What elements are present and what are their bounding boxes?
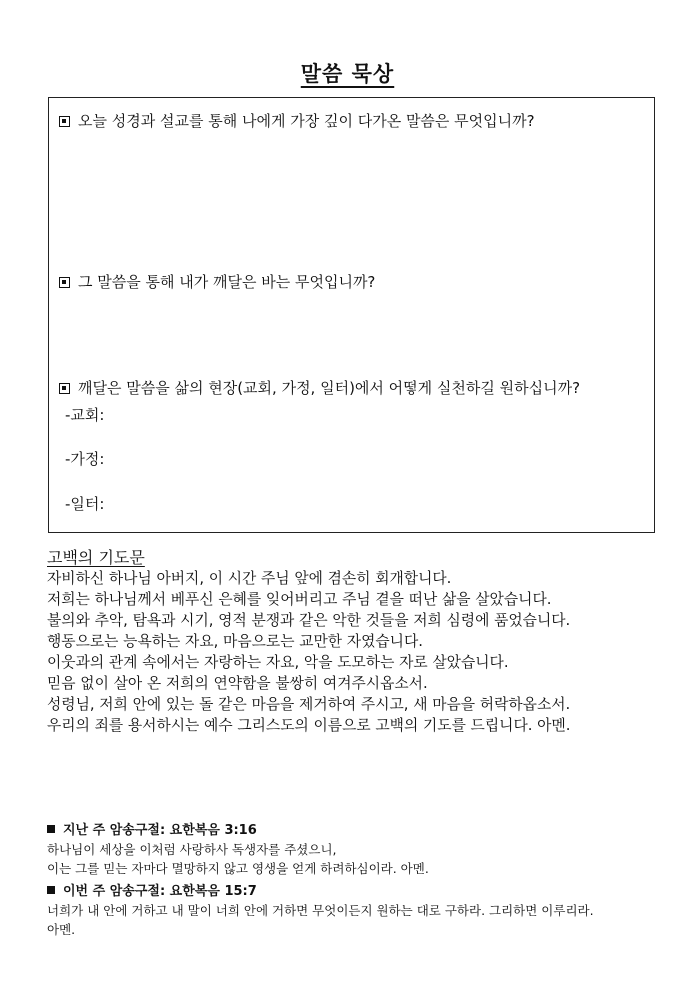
last-week-verse xyxy=(47,821,677,878)
verse-line: 하나님이 세상을 이처럼 사랑하사 독생자를 주셨으니, xyxy=(47,842,337,857)
meditation-box xyxy=(48,97,655,533)
verse-line: 너희가 내 안에 거하고 내 말이 너희 안에 거하면 무엇이든지 원하는 대로 구하라. 그리하면 이루리라. xyxy=(47,903,594,918)
prayer-body xyxy=(47,568,687,736)
page-title: 말씀 묵상 xyxy=(300,62,395,86)
prayer-line: 저희는 하나님께서 베푸신 은혜를 잊어버리고 주님 곁을 떠난 삶을 살았습니다. xyxy=(47,591,552,608)
prayer-line: 불의와 추악, 탐욕과 시기, 영적 분쟁과 같은 악한 것들을 저희 심령에 품었습니다. xyxy=(47,612,571,629)
prayer-line: 성령님, 저희 안에 있는 돌 같은 마음을 제거하여 주시고, 새 마음을 허락하옵소서. xyxy=(47,696,571,713)
square-bullet-icon xyxy=(59,383,70,394)
prayer-line: 행동으로는 능욕하는 자요, 마음으로는 교만한 자였습니다. xyxy=(47,633,423,650)
prayer-line: 우리의 죄를 용서하시는 예수 그리스도의 이름으로 고백의 기도를 드립니다. 아멘. xyxy=(47,717,571,734)
practice-work: -일터: xyxy=(65,495,105,513)
question-2: 그 말씀을 통해 내가 깨달은 바는 무엇입니까? xyxy=(59,271,375,292)
square-bullet-icon xyxy=(59,116,70,127)
square-bullet-icon xyxy=(59,277,70,288)
prayer-title: 고백의 기도문 xyxy=(47,548,145,567)
question-3: 깨달은 말씀을 삶의 현장(교회, 가정, 일터)에서 어떻게 실천하길 원하십니까? xyxy=(59,377,580,398)
prayer-line: 자비하신 하나님 아버지, 이 시간 주님 앞에 겸손히 회개합니다. xyxy=(47,570,452,587)
this-week-verse-heading: 이번 주 암송구절: 요한복음 15:7 xyxy=(47,882,677,901)
prayer-line: 믿음 없이 살아 온 저희의 연약함을 불쌍히 여겨주시옵소서. xyxy=(47,675,428,692)
prayer-line: 이웃과의 관계 속에서는 자랑하는 자요, 악을 도모하는 자로 살았습니다. xyxy=(47,654,509,671)
verse-line: 아멘. xyxy=(47,922,76,937)
this-week-verse xyxy=(47,882,677,939)
practice-home: -가정: xyxy=(65,450,105,468)
verse-line: 이는 그를 믿는 자마다 멸망하지 않고 영생을 얻게 하려하심이라. 아멘. xyxy=(47,861,429,876)
square-bullet-icon xyxy=(47,886,55,894)
last-week-verse-heading: 지난 주 암송구절: 요한복음 3:16 xyxy=(47,821,677,840)
question-1: 오늘 성경과 설교를 통해 나에게 가장 깊이 다가온 말씀은 무엇입니까? xyxy=(59,110,535,131)
square-bullet-icon xyxy=(47,825,55,833)
practice-church: -교회: xyxy=(65,406,105,424)
